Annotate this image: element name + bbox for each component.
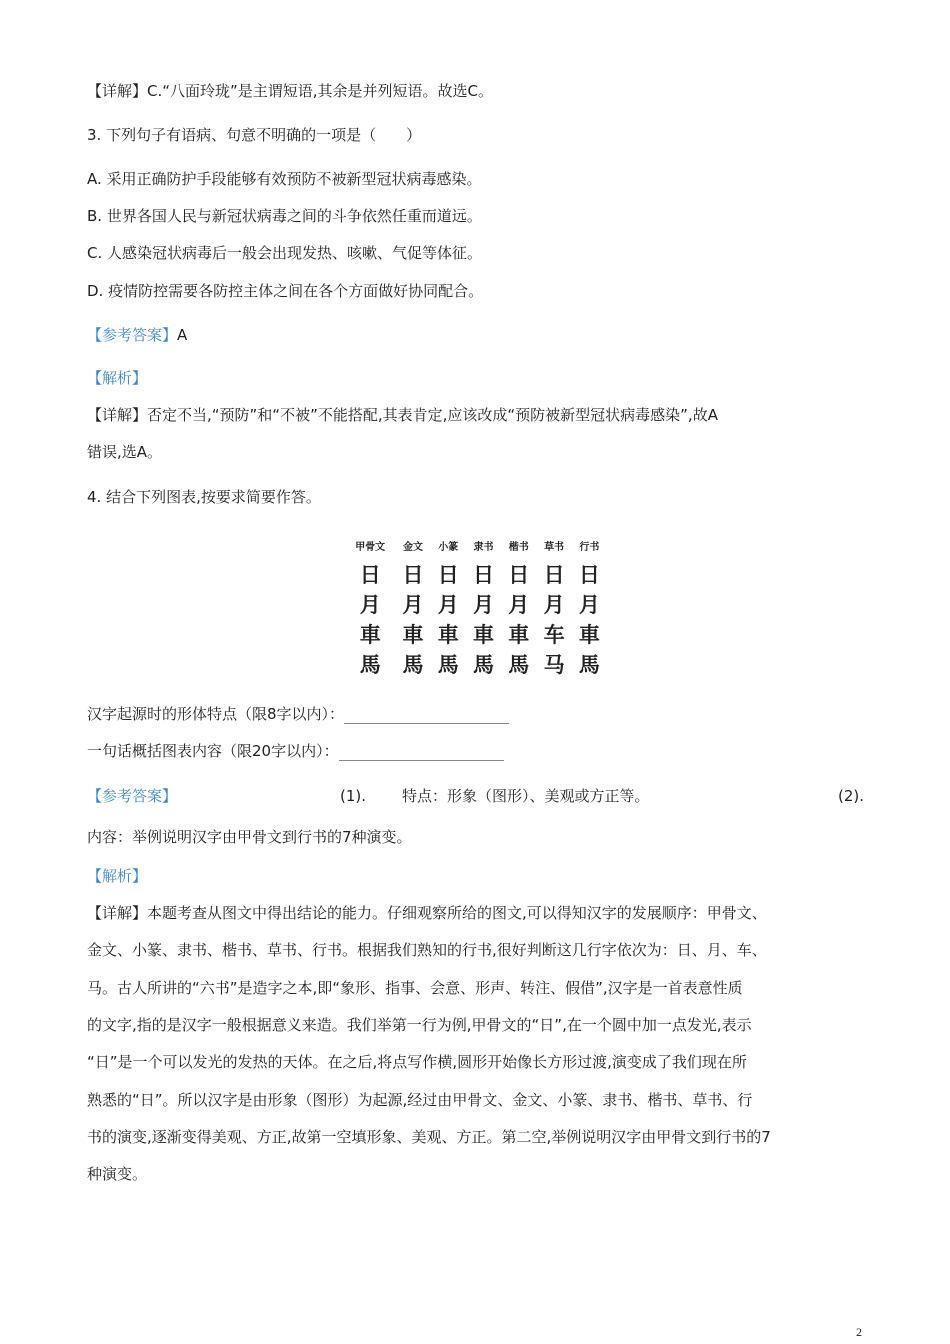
answer-1-text: 特点：形象（图形）、美观或方正等。 xyxy=(402,787,650,805)
figure-glyph: 車 xyxy=(359,622,381,647)
figure-glyph: 月 xyxy=(402,592,424,617)
figure-row xyxy=(345,559,607,589)
figure-glyph: 日 xyxy=(508,562,530,587)
answer-label: 【参考答案】 xyxy=(87,326,178,344)
figure-glyph: 月 xyxy=(508,592,530,617)
figure-glyph: 日 xyxy=(402,562,424,587)
question-3-stem: 3. 下列句子有语病、句意不明确的一项是（ ） xyxy=(87,126,422,144)
figure-glyph: 马 xyxy=(543,652,565,677)
figure-glyph: 車 xyxy=(578,622,600,647)
figure-glyph: 馬 xyxy=(437,652,459,677)
figure-glyph: 馬 xyxy=(508,652,530,677)
q3-detail-line: 错误,选A。 xyxy=(87,443,163,461)
figure-header: 行书 xyxy=(579,542,600,553)
figure-header: 隶书 xyxy=(473,542,494,553)
q4-detail-line: 的文字,指的是汉字一般根据意义来造。我们举第一行为例,甲骨文的“日”,在一个圆中加一点发光,表示 xyxy=(87,1016,752,1034)
figure-header: 草书 xyxy=(544,542,565,553)
answer-2-number: (2). xyxy=(838,787,865,805)
q4-detail-line: 金文、小篆、隶书、楷书、草书、行书。根据我们熟知的行书,很好判断这几行字依次为：日、月、车、 xyxy=(87,941,767,959)
figure-glyph: 車 xyxy=(437,622,459,647)
figure-glyph: 月 xyxy=(543,592,565,617)
q3-analysis-label: 【解析】 xyxy=(87,369,148,387)
prompt-1-text: 汉字起源时的形体特点（限8字以内）： xyxy=(87,705,345,723)
figure-glyph: 馬 xyxy=(578,652,600,677)
q4-analysis-label: 【解析】 xyxy=(87,867,148,885)
figure-glyph: 馬 xyxy=(359,652,381,677)
figure-glyph: 車 xyxy=(402,622,424,647)
figure-glyph: 日 xyxy=(359,562,381,587)
prompt-1 xyxy=(87,704,509,724)
figure-row xyxy=(345,649,607,679)
option-b: B. 世界各国人民与新冠状病毒之间的斗争依然任重而道远。 xyxy=(87,207,482,225)
figure-row xyxy=(345,619,607,649)
answer-value: A xyxy=(177,326,188,344)
figure-glyph: 月 xyxy=(578,592,600,617)
page-number: 2 xyxy=(856,1325,862,1339)
figure-glyph: 月 xyxy=(437,592,459,617)
figure-glyph: 馬 xyxy=(402,652,424,677)
q4-detail-line: 马。古人所讲的“六书”是造字之本,即“象形、指事、会意、形声、转注、假借”,汉字是一首表意性质 xyxy=(87,979,743,997)
figure-row xyxy=(345,589,607,619)
figure-glyph: 車 xyxy=(473,622,495,647)
q4-answer-label: 【参考答案】 xyxy=(87,787,178,805)
q4-detail-line: 【详解】本题考查从图文中得出结论的能力。仔细观察所给的图文,可以得知汉字的发展顺序：甲骨文、 xyxy=(87,904,767,922)
figure-glyph: 日 xyxy=(437,562,459,587)
script-evolution-figure xyxy=(345,538,607,679)
q4-detail-line: “日”是一个可以发光的发热的天体。在之后,将点写作横,圆形开始像长方形过渡,演变成了我们现在所 xyxy=(87,1053,747,1071)
answer-blank-2 xyxy=(339,746,504,761)
figure-header: 小篆 xyxy=(438,542,459,553)
previous-detail: 【详解】C.“八面玲珑”是主谓短语,其余是并列短语。故选C。 xyxy=(87,82,494,100)
figure-glyph: 车 xyxy=(543,622,565,647)
option-d: D. 疫情防控需要各防控主体之间在各个方面做好协同配合。 xyxy=(87,282,484,300)
figure-glyph: 馬 xyxy=(473,652,495,677)
answer-2-text: 内容：举例说明汉字由甲骨文到行书的7种演变。 xyxy=(87,828,412,846)
option-a: A. 采用正确防护手段能够有效预防不被新型冠状病毒感染。 xyxy=(87,170,482,188)
q4-detail-line: 种演变。 xyxy=(87,1165,148,1183)
figure-header: 楷书 xyxy=(508,542,529,553)
figure-glyph: 月 xyxy=(359,592,381,617)
q3-detail-line: 【详解】否定不当,“预防”和“不被”不能搭配,其表肯定,应该改成“预防被新型冠状病毒感染”,故A xyxy=(87,406,718,424)
figure-header: 甲骨文 xyxy=(355,542,386,553)
figure-glyph: 月 xyxy=(473,592,495,617)
answer-1-number: (1). xyxy=(340,787,367,805)
option-c: C. 人感染冠状病毒后一般会出现发热、咳嗽、气促等体征。 xyxy=(87,244,483,262)
figure-header: 金文 xyxy=(403,542,423,553)
prompt-2-text: 一句话概括图表内容（限20字以内）： xyxy=(87,742,339,760)
q3-answer xyxy=(87,325,187,345)
figure-glyph: 日 xyxy=(473,562,495,587)
figure-glyph: 日 xyxy=(578,562,600,587)
figure-glyph: 日 xyxy=(543,562,565,587)
prompt-2 xyxy=(87,741,504,761)
answer-blank-1 xyxy=(344,709,509,724)
figure-glyph: 車 xyxy=(508,622,530,647)
q4-detail-line: 书的演变,逐渐变得美观、方正,故第一空填形象、美观、方正。第二空,举例说明汉字由甲骨文到行书的7 xyxy=(87,1128,771,1146)
q4-detail-line: 熟悉的“日”。所以汉字是由形象（图形）为起源,经过由甲骨文、金文、小篆、隶书、楷书、草书、行 xyxy=(87,1091,753,1109)
question-4-stem: 4. 结合下列图表,按要求简要作答。 xyxy=(87,488,321,506)
